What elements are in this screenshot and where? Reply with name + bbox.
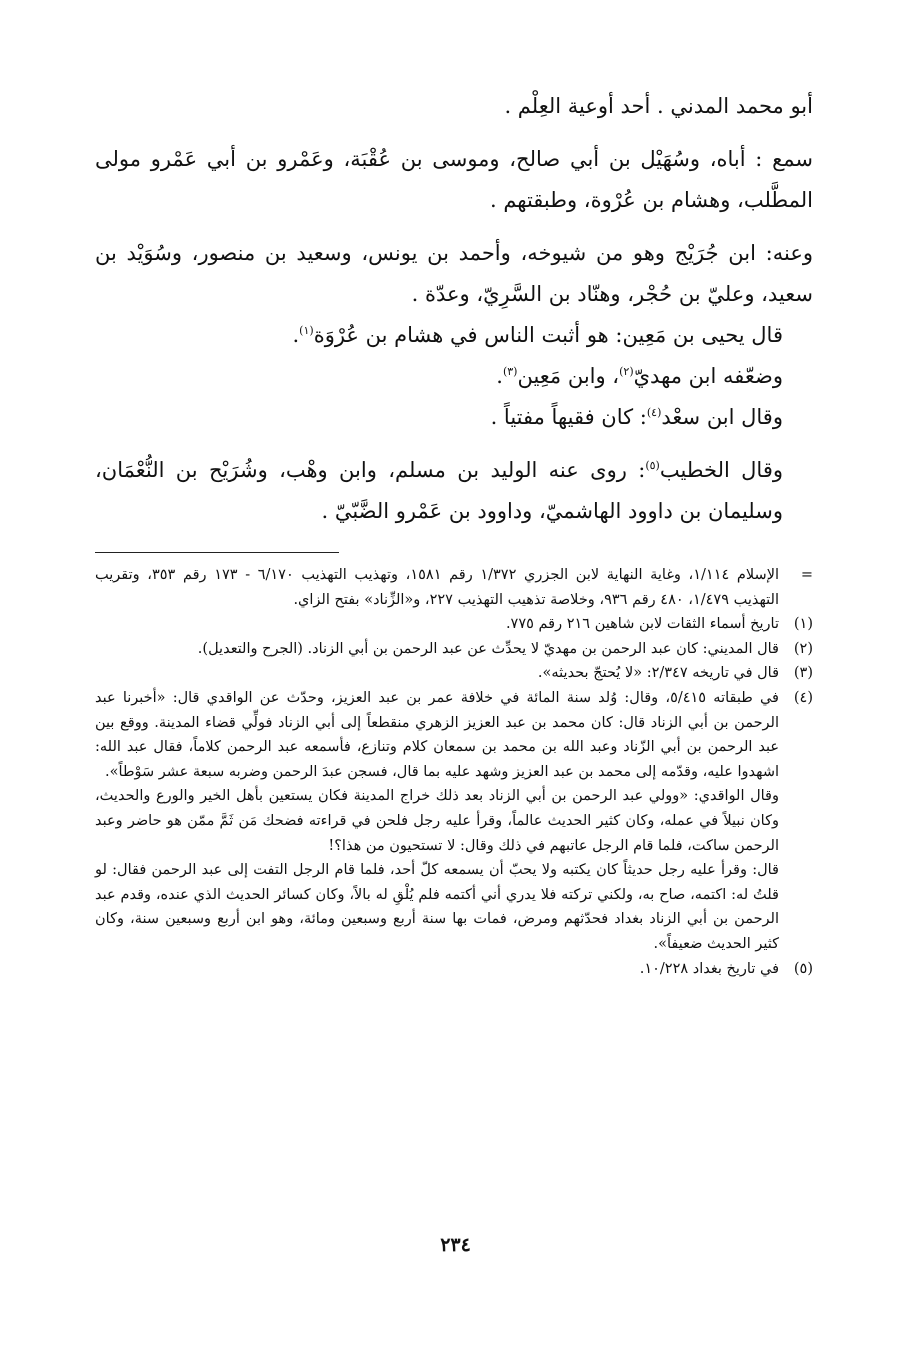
paragraph-ibn-saad <box>95 397 813 438</box>
ibn-saad-text-b: : كان فقيهاً مفتياً . <box>490 405 647 429</box>
weakened-end: . <box>496 364 503 388</box>
ibn-main-text: قال يحيى بن مَعِين: هو أثبت الناس في هشام بن عُرْوَة <box>313 323 783 347</box>
footnote-continuation-text: الإسلام ١/١١٤، وغاية النهاية لابن الجزري ١/٣٧٢ رقم ١٥٨١، وتهذيب التهذيب ٦/١٧٠ - ١٧٣ رقم ٣٥٣، وتقريب التهذيب ١/٤٧٩، ٤٨٠ رقم ٩٣٦، وخلاصة تذهيب التهذيب ٢٢٧، و«الزِّناد» بفتح الزاي. <box>95 567 780 608</box>
footnote-ref-2: (٢) <box>619 365 634 378</box>
weakened-text-a: وضعّفه ابن مهديّ <box>633 364 783 388</box>
footnote-number: (٢) <box>793 640 813 657</box>
footnote-ref-1: (١) <box>299 324 314 337</box>
footnote-text: في طبقاته ٥/٤١٥، وقال: وُلد سنة المائة في خلافة عمر بن عبد العزيز، وحدّث عن الواقدي قال: «أخبرنا عبد الرحمن بن أبي الزناد قال: كان محمد بن عبد العزيز الزهري منقطعاً إلى أبي الزناد فولِّي قضاء المدينة. ووقع بين عبد الرحمن بن أبي الزّناد وعبد الله بن محمد بن سمعان كلام وتنازع، فأسمعه عبد الرحمن كلاماً، فقال عبد الله: اشهدوا عليه، وقدّمه إلى محمد بن عبد العزيز وشهد عليه بما قال، فسجن عبدَ الرحمن وضربه سبعة عشر سَوْطاً». <box>95 689 779 780</box>
footnote-text: قال في تاريخه ٢/٣٤٧: «لا يُحتجّ بحديثه». <box>537 665 779 682</box>
paragraph-heard-from: سمع : أباه، وسُهَيْل بن أبي صالح، وموسى بن عُقْبَة، وعَمْرو بن أبي عَمْرو مولى المطَّلب، وهشام بن عُرْوة، وطبقتهم . <box>95 147 813 212</box>
weakened-text-b: ، وابن مَعِين <box>517 364 620 388</box>
footnote-separator <box>95 552 339 553</box>
paragraph-kunya: أبو محمد المدني . أحد أوعية العِلْم . <box>504 94 813 118</box>
page-number: ٢٣٤ <box>440 1234 471 1256</box>
footnote-continuation <box>95 563 813 612</box>
paragraph-ibn-main <box>95 315 813 356</box>
main-text <box>95 86 813 532</box>
footnotes <box>95 563 813 981</box>
footnote-2 <box>95 637 813 662</box>
footnote-ref-4: (٤) <box>646 406 662 419</box>
paragraph-khatib <box>95 450 813 532</box>
footnote-number: (١) <box>793 616 813 633</box>
footnote-continuation-marker: = <box>800 567 813 583</box>
footnote-text: تاريخ أسماء الثقات لابن شاهين ٢١٦ رقم ٧٧٥. <box>505 616 779 633</box>
paragraph-weakened <box>95 356 813 397</box>
ibn-saad-text-a: وقال ابن سعْد <box>661 405 783 429</box>
khatib-text-b: : روى عنه الوليد بن مسلم، وابن وهْب، وشُرَيْح بن النُّعْمَان، وسليمان بن داوود الهاشميّ، وداوود بن عَمْرو الضَّبّيّ . <box>95 458 783 523</box>
paragraph-narrators: وعنه: ابن جُرَيْج وهو من شيوخه، وأحمد بن يونس، وسعيد بن منصور، وسُوَيْد بن سعيد، وعليّ بن حُجْر، وهنّاد بن السَّرِيّ، وعدّة . <box>95 241 813 306</box>
footnote-text: قال المديني: كان عبد الرحمن بن مهديّ لا يحدِّث عن عبد الرحمن بن أبي الزناد. (الجرح والتعديل). <box>197 640 779 657</box>
footnote-text: في تاريخ بغداد ١٠/٢٢٨. <box>639 960 779 977</box>
footnote-4 <box>95 686 813 957</box>
footnote-ref-3: (٣) <box>502 365 518 378</box>
footnote-text: وقال الواقدي: «وولي عبد الرحمن بن أبي الزناد بعد ذلك خراج المدينة فكان يستعين بأهل الخير والورع والحديث، وكان نبيلاً في عمله، وكان كثير الحديث عالماً، وقرأ عليه رجل فلحن في قراءته فضحك مَن ثَمَّ ممّن هو حاضر وعبد الرحمن ساكت، فلما قام الرجل عاتبهم في ذلك وقال: لا تستحيون من هذا؟! <box>95 788 779 854</box>
footnote-3 <box>95 661 813 686</box>
book-page <box>95 86 813 1286</box>
footnote-text: قال: وقرأ عليه رجل حديثاً كان يكتبه ولا يحبّ أن يسمعه كلّ أحد، فلما قام الرجل التفت إلى عبد الرحمن فقال: لو قلتُ له: اكتمه، صاح به، ولكني تركته فلا يدري أني أكتمه فلم يُلْقِ له بالاً، وكان كسائر الحديث الذي عنده، وقدم عبد الرحمن بن أبي الزناد بغداد فحدّثهم ومرض، فمات بها سنة أربع وسبعين ومائة، وهو ابن أربع وسبعين سنة، وكان كثير الحديث ضعيفاً». <box>95 862 779 952</box>
footnote-number: (٥) <box>793 960 813 977</box>
footnote-1 <box>95 612 813 637</box>
ibn-main-end: . <box>292 323 300 347</box>
footnote-5 <box>95 957 813 982</box>
khatib-text-a: وقال الخطيب <box>659 458 783 482</box>
footnote-number: (٤) <box>793 689 813 706</box>
footnote-ref-5: (٥) <box>645 459 660 472</box>
footnote-number: (٣) <box>793 665 813 682</box>
